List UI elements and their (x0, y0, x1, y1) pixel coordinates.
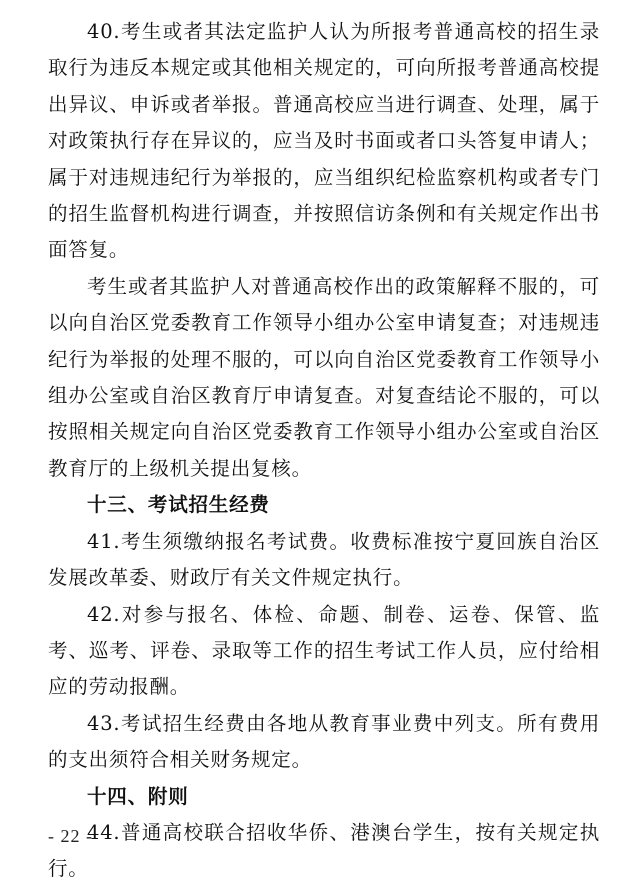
page-number: - 22 - (48, 826, 93, 846)
section-heading-14: 十四、附则 (87, 784, 189, 808)
paragraph-43: 43.考试招生经费由各地从教育事业费中列支。所有费用的支出须符合相关财务规定。 (48, 711, 600, 772)
document-page (48, 14, 600, 888)
paragraph-42: 42.对参与报名、体检、命题、制卷、运卷、保管、监考、巡考、评卷、录取等工作的招生考试工作人员，应付给相应的劳动报酬。 (48, 602, 600, 699)
paragraph-41: 41.考生须缴纳报名考试费。收费标准按宁夏回族自治区发展改革委、财政厅有关文件规定执行。 (48, 529, 600, 590)
paragraph-review: 考生或者其监护人对普通高校作出的政策解释不服的，可以向自治区党委教育工作领导小组办公室申请复查；对违规违纪行为举报的处理不服的，可以向自治区党委教育工作领导小组办公室或自治区教育厅申请复查。对复查结论不服的，可以按照相关规定向自治区党委教育工作领导小组办公室或自治区教育厅的上级机关提出复核。 (48, 274, 600, 480)
paragraph-44: 44.普通高校联合招收华侨、港澳台学生，按有关规定执行。 (48, 820, 600, 881)
paragraph-40: 40.考生或者其法定监护人认为所报考普通高校的招生录取行为违反本规定或其他相关规定的，可向所报考普通高校提出异议、申诉或者举报。普通高校应当进行调查、处理，属于对政策执行存在异议的，应当及时书面或者口头答复申请人；属于对违规违纪行为举报的，应当组织纪检监察机构或者专门的招生监督机构进行调查，并按照信访条例和有关规定作出书面答复。 (48, 20, 600, 262)
section-heading-13: 十三、考试招生经费 (87, 493, 270, 517)
